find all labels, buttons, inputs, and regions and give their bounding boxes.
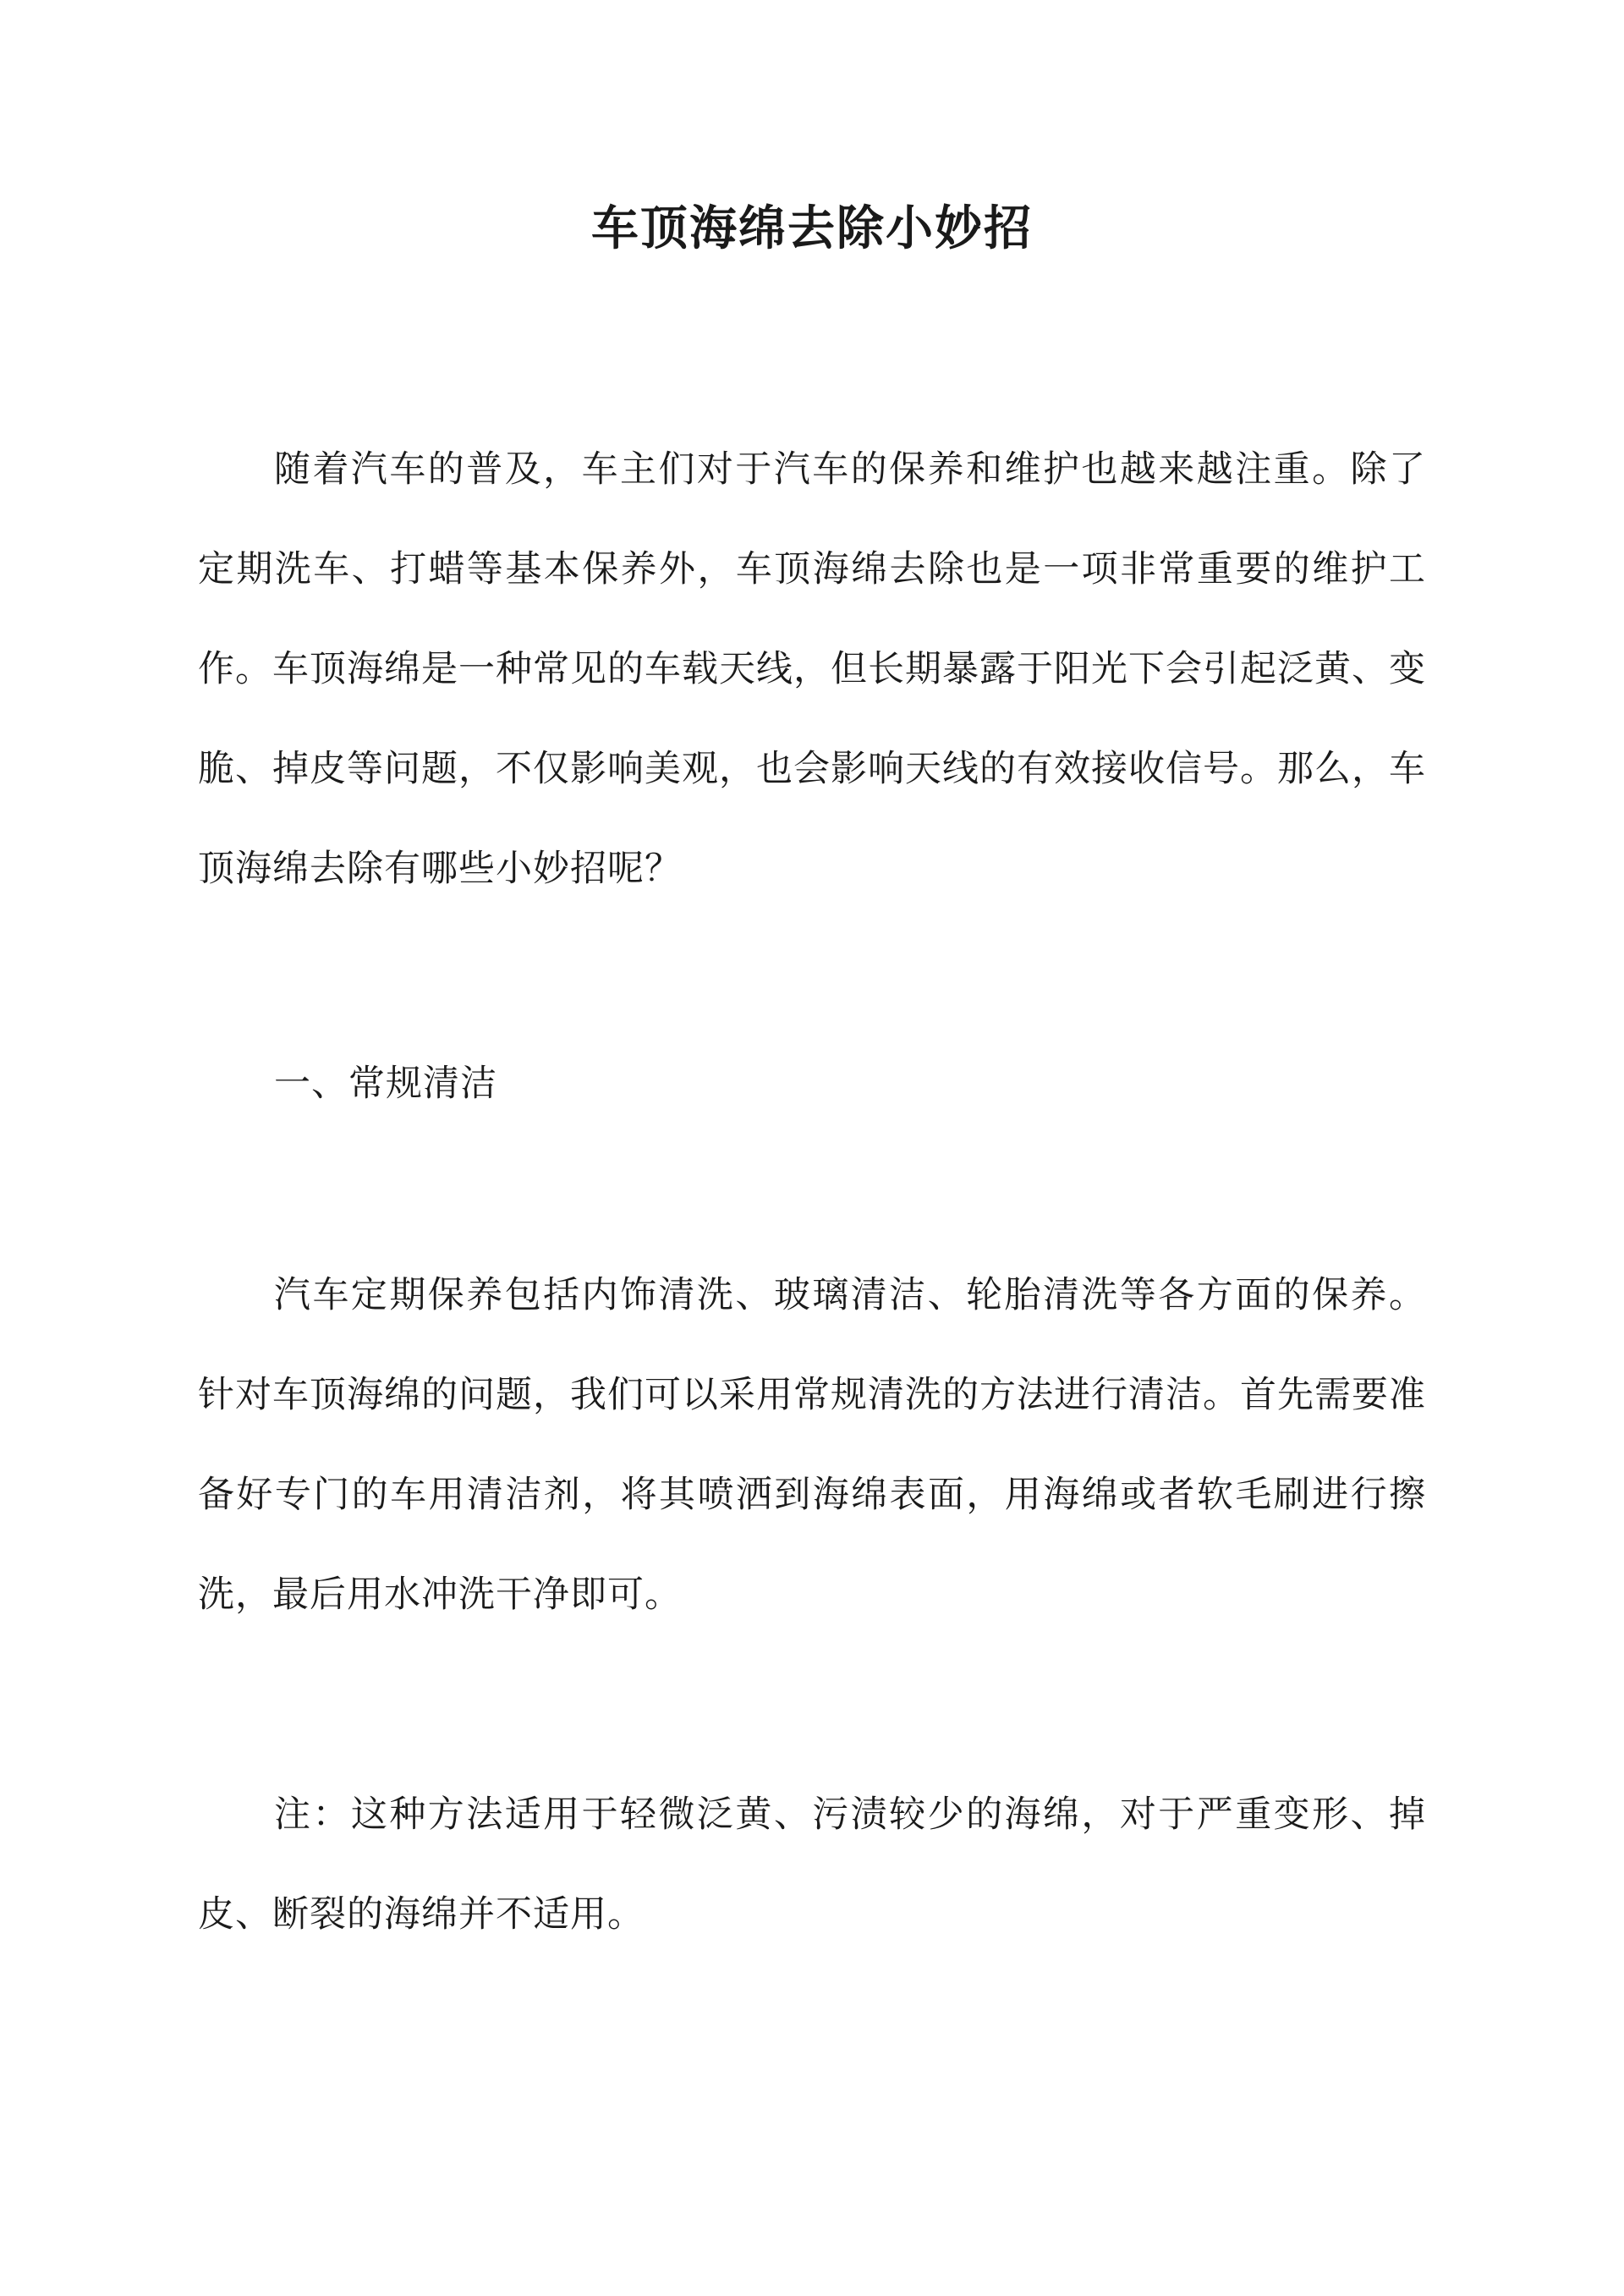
intro-paragraph: 随着汽车的普及，车主们对于汽车的保养和维护也越来越注重。除了定期洗车、打蜡等基本保养外，车顶海绵去除也是一项非常重要的维护工作。车顶海绵是一种常见的车载天线，但长期暴露于阳光下会引起泛黄、变脆、掉皮等问题，不仅影响美观，也会影响天线的有效接收信号。那么，车顶海绵去除有哪些小妙招呢？: [198, 448, 1426, 890]
cleaning-paragraph: 汽车定期保养包括内饰清洗、玻璃清洁、轮胎清洗等各方面的保养。针对车顶海绵的问题，我们可以采用常规清洗的方法进行清洁。首先需要准备好专门的车用清洁剂，将其喷洒到海绵表面，用海绵或者软毛刷进行擦洗，最后用水冲洗干净即可。: [198, 1274, 1426, 1616]
section-heading-cleaning: 一、常规清洁: [274, 1063, 497, 1105]
note-paragraph: 注：这种方法适用于轻微泛黄、污渍较少的海绵，对于严重变形、掉皮、断裂的海绵并不适用。: [198, 1793, 1426, 1936]
document-title: 车顶海绵去除小妙招: [591, 200, 1033, 256]
